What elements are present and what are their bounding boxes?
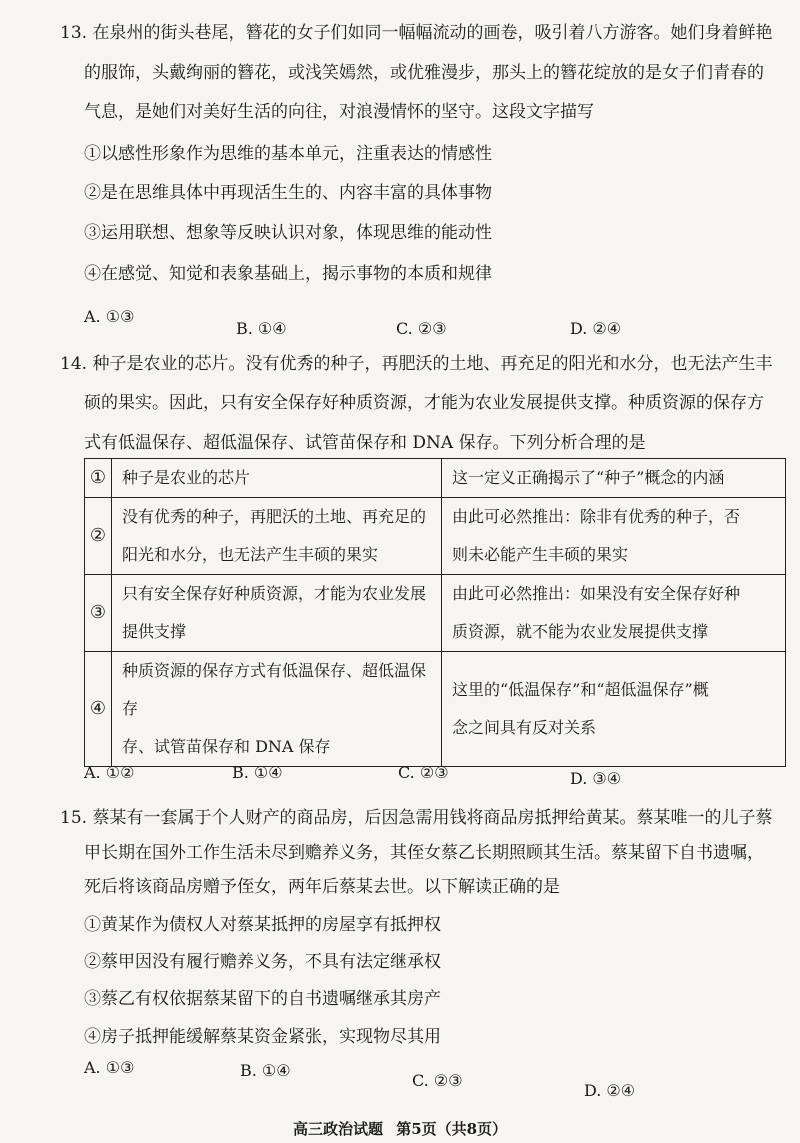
cell-text: 种质资源的保存方式有低温保存、超低温保存 (122, 661, 427, 718)
cell-text: 没有优秀的种子，再肥沃的土地、再充足的 (122, 507, 427, 526)
cell-text: 这一定义正确揭示了“种子”概念的内涵 (452, 468, 725, 487)
table-cell-analysis (442, 498, 786, 575)
table-cell-statement (112, 498, 442, 575)
footer-title: 高三政治试题 (292, 1120, 383, 1138)
q14-option-b: B. ①④ (232, 763, 283, 782)
table-row (85, 498, 786, 575)
q15-stem-line-2: 甲长期在国外工作生活未尽到赡养义务，其侄女蔡乙长期照顾其生活。蔡某留下自书遗嘱， (84, 843, 764, 863)
table-row (85, 459, 786, 498)
cell-text: 存、试管苗保存和 DNA 保存 (122, 737, 331, 756)
row-number: ② (85, 498, 112, 575)
footer-page-number: 第5页（共8页） (396, 1120, 508, 1138)
page-footer (0, 1118, 800, 1139)
table-cell-statement (112, 459, 442, 498)
q15-item-3: ③蔡乙有权依据蔡某留下的自书遗嘱继承其房产 (84, 989, 441, 1009)
cell-text: 阳光和水分，也无法产生丰硕的果实 (122, 545, 379, 564)
q13-option-c: C. ②③ (396, 319, 447, 338)
cell-text: 由此可必然推出：如果没有安全保存好种 (452, 584, 741, 603)
q15-item-1: ①黄某作为债权人对蔡某抵押的房屋享有抵押权 (84, 915, 441, 935)
table-cell-analysis (442, 459, 786, 498)
q13-option-b: B. ①④ (236, 319, 287, 338)
q14-stem-line-3: 式有低温保存、超低温保存、试管苗保存和 DNA 保存。下列分析合理的是 (84, 433, 646, 453)
q15-item-4: ④房子抵押能缓解蔡某资金紧张，实现物尽其用 (84, 1027, 441, 1047)
q15-option-b: B. ①④ (240, 1061, 291, 1080)
cell-text: 种子是农业的芯片 (122, 468, 251, 487)
q13-option-a: A. ①③ (84, 307, 135, 326)
row-number: ③ (85, 575, 112, 652)
q14-option-c: C. ②③ (398, 763, 449, 782)
q13-stem-line-1: 13. 在泉州的街头巷尾，簪花的女子们如同一幅幅流动的画卷，吸引着八方游客。她们身着鲜艳 (60, 23, 773, 43)
q15-item-2: ②蔡甲因没有履行赡养义务，不具有法定继承权 (84, 952, 441, 972)
table-row (85, 575, 786, 652)
cell-text: 这里的“低温保存”和“超低温保存”概 (452, 680, 709, 699)
table-cell-analysis (442, 575, 786, 652)
q13-stem-line-2: 的服饰，头戴绚丽的簪花，或浅笑嫣然，或优雅漫步，那头上的簪花绽放的是女子们青春的 (84, 63, 764, 83)
q13-item-2: ②是在思维具体中再现活生生的、内容丰富的具体事物 (84, 183, 492, 203)
cell-text: 只有安全保存好种质资源，才能为农业发展 (122, 584, 427, 603)
q14-stem-line-1: 14. 种子是农业的芯片。没有优秀的种子，再肥沃的土地、再充足的阳光和水分，也无法产生丰 (60, 354, 773, 374)
q14-option-d: D. ③④ (570, 769, 622, 788)
q14-stem-line-2: 硕的果实。因此，只有安全保存好种质资源，才能为农业发展提供支撑。种质资源的保存方 (84, 393, 764, 413)
table-row (85, 652, 786, 767)
row-number: ① (85, 459, 112, 498)
q15-option-c: C. ②③ (412, 1071, 463, 1090)
q15-stem-line-1: 15. 蔡某有一套属于个人财产的商品房，后因急需用钱将商品房抵押给黄某。蔡某唯一的儿子蔡 (60, 808, 773, 828)
q13-item-3: ③运用联想、想象等反映认识对象，体现思维的能动性 (84, 223, 492, 243)
cell-text: 由此可必然推出：除非有优秀的种子，否 (452, 507, 741, 526)
table-cell-statement (112, 575, 442, 652)
q14-option-a: A. ①② (84, 763, 135, 782)
table-cell-analysis (442, 652, 786, 767)
cell-text: 念之间具有反对关系 (452, 718, 597, 737)
q15-stem-line-3: 死后将该商品房赠予侄女，两年后蔡某去世。以下解读正确的是 (84, 877, 560, 897)
q13-option-d: D. ②④ (570, 319, 622, 338)
q13-item-4: ④在感觉、知觉和表象基础上，揭示事物的本质和规律 (84, 264, 492, 284)
q15-option-a: A. ①③ (84, 1058, 135, 1077)
cell-text: 质资源，就不能为农业发展提供支撑 (452, 622, 709, 641)
q13-item-1: ①以感性形象作为思维的基本单元，注重表达的情感性 (84, 144, 492, 164)
cell-text: 则未必能产生丰硕的果实 (452, 545, 629, 564)
q15-option-d: D. ②④ (584, 1081, 636, 1100)
cell-text: 提供支撑 (122, 622, 187, 641)
q13-stem-line-3: 气息，是她们对美好生活的向往，对浪漫情怀的坚守。这段文字描写 (84, 102, 594, 122)
table-cell-statement (112, 652, 442, 767)
row-number: ④ (85, 652, 112, 767)
q14-analysis-table (84, 458, 786, 767)
